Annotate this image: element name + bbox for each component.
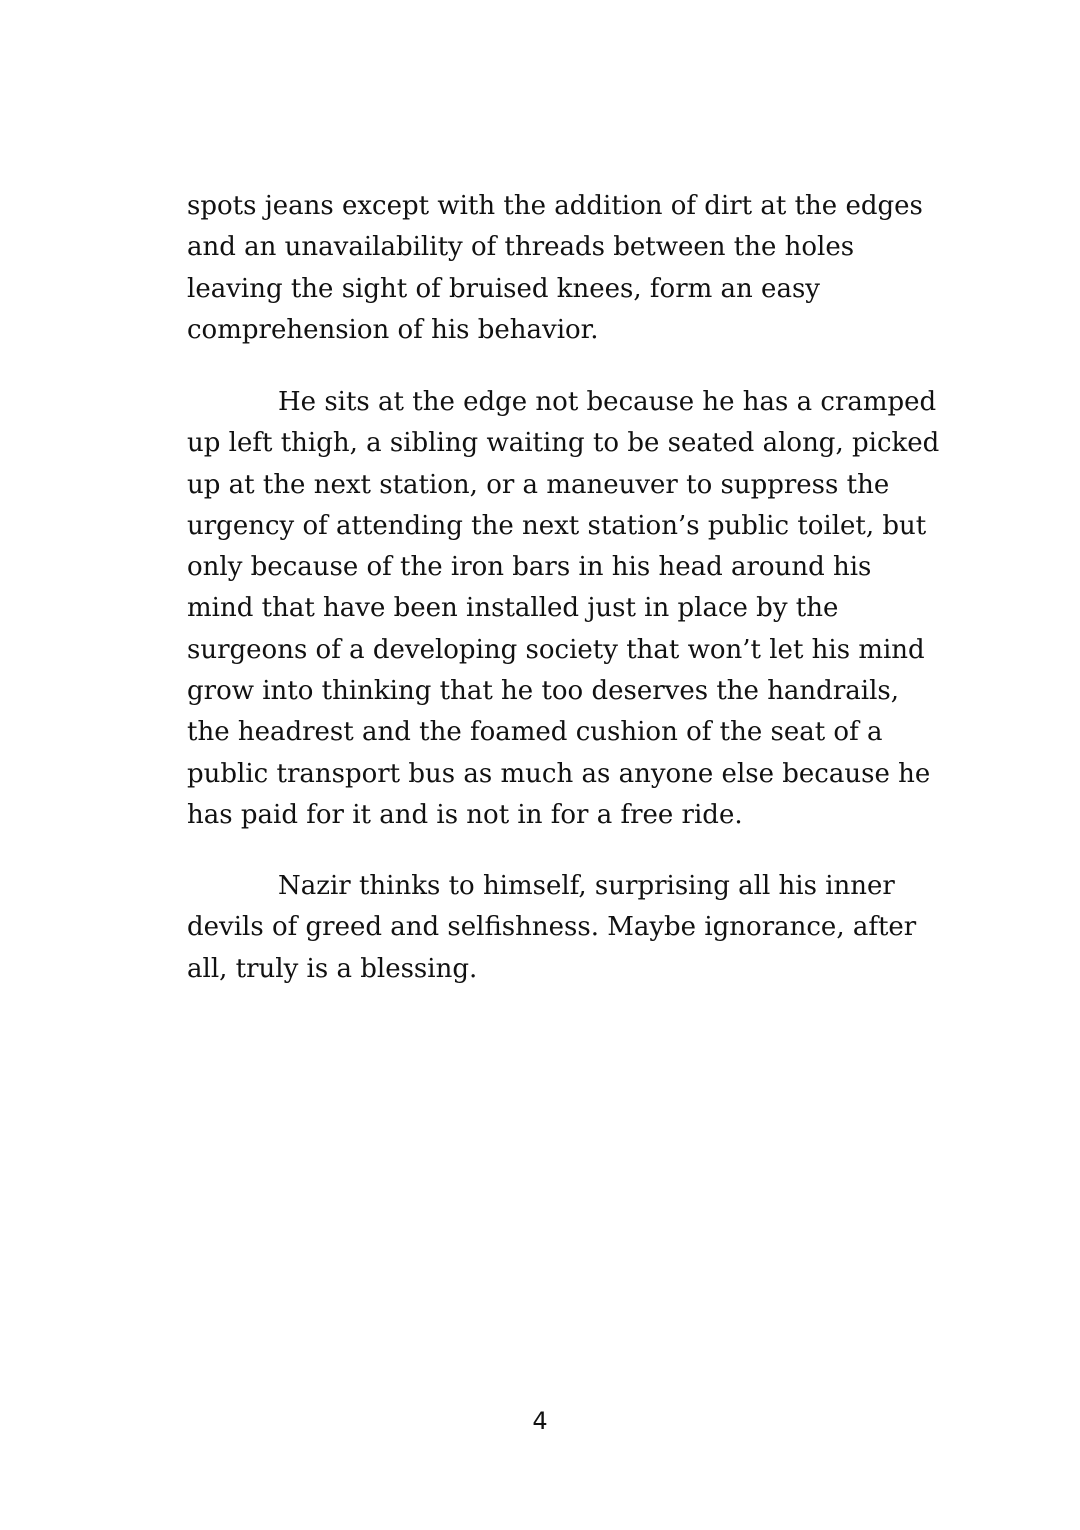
paragraph-3 bbox=[187, 866, 917, 990]
paragraph-line: urgency of attending the next station’s public toilet, but bbox=[187, 510, 927, 541]
paragraph-line: mind that have been installed just in place by the bbox=[187, 593, 839, 624]
paragraph-line: only because of the iron bars in his head around his bbox=[187, 552, 872, 583]
paragraph-2 bbox=[187, 382, 940, 836]
paragraph-line: spots jeans except with the addition of dirt at the edges bbox=[187, 191, 923, 221]
paragraph-line: devils of greed and selfishness. Maybe ignorance, after bbox=[187, 912, 917, 943]
paragraph-line: leaving the sight of bruised knees, form an easy bbox=[187, 273, 820, 304]
paragraph-line: the headrest and the foamed cushion of the seat of a bbox=[187, 717, 883, 748]
paragraph-line: up at the next station, or a maneuver to suppress the bbox=[187, 469, 890, 500]
paragraph-line: Nazir thinks to himself, surprising all his inner bbox=[278, 871, 895, 901]
paragraph-line: surgeons of a developing society that won’t let his mind bbox=[187, 634, 925, 665]
page-number: 4 bbox=[532, 1407, 548, 1435]
paragraph-line: grow into thinking that he too deserves the handrails, bbox=[187, 676, 899, 707]
paragraph-line: all, truly is a blessing. bbox=[187, 953, 478, 984]
paragraph-line: public transport bus as much as anyone else because he bbox=[187, 758, 931, 789]
paragraph-1 bbox=[187, 186, 923, 351]
paragraph-line: up left thigh, a sibling waiting to be seated along, picked bbox=[187, 428, 940, 459]
paragraph-line: and an unavailability of threads between the holes bbox=[187, 232, 855, 263]
paragraph-line: has paid for it and is not in for a free ride. bbox=[187, 799, 743, 830]
paragraph-line: comprehension of his behavior. bbox=[187, 314, 599, 345]
paragraph-line: He sits at the edge not because he has a cramped bbox=[278, 387, 937, 417]
